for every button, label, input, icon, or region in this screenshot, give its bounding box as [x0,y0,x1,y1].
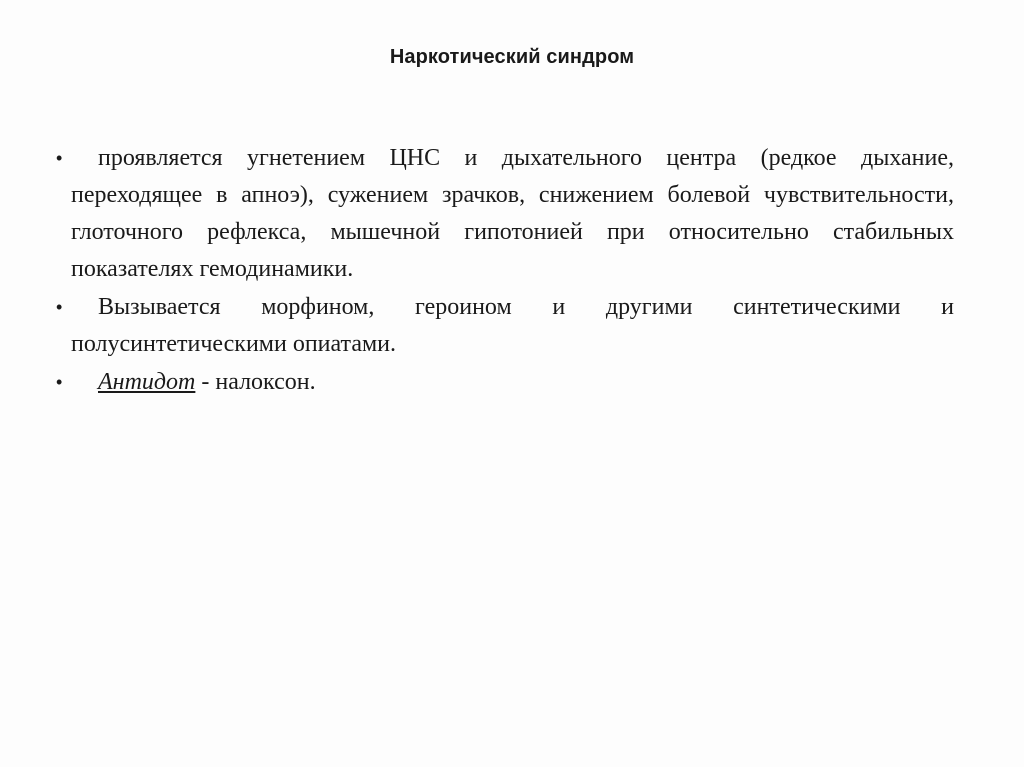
bullet-dot-icon: • [56,148,63,168]
bullet-item-symptoms [56,140,954,288]
bullet-list [56,140,954,402]
antidote-label: Антидот [98,369,196,395]
slide-title: Наркотический синдром [389,46,635,68]
bullet-dot-icon: • [56,372,63,392]
antidote-value: - налоксон. [195,369,316,395]
bullet-text-antidote [71,364,954,401]
bullet-item-antidote [56,364,954,401]
bullet-item-causes [56,289,954,363]
bullet-text-symptoms: проявляется угнетением ЦНС и дыхательного центра (редкое дыхание, переходящее в апноэ), сужением зрачков, снижением болевой чувствительности, глоточного рефлекса, мышечной гипотонией при относительно стабильных показателях гемодинамики. [71,145,954,282]
bullet-dot-icon: • [56,297,63,317]
bullet-text-causes: Вызывается морфином, героином и другими синтетическими и полусинтетическими опиатами. [71,294,954,357]
